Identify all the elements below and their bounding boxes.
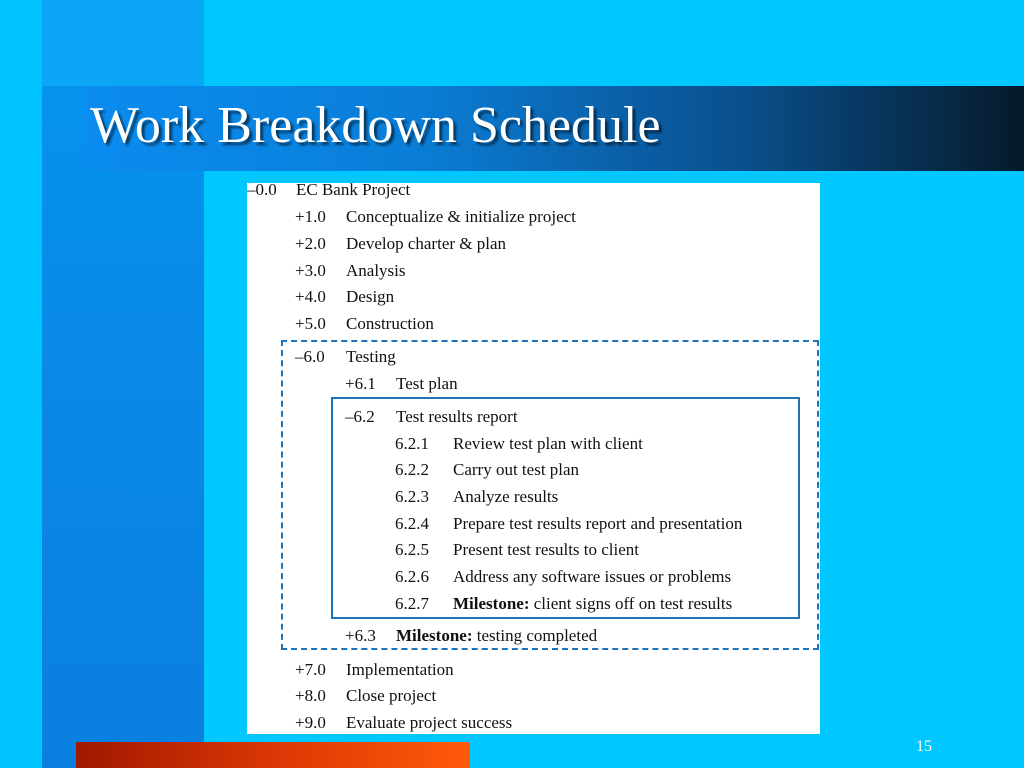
wbs-label: Construction bbox=[346, 314, 434, 333]
bottom-accent-bar bbox=[76, 742, 470, 768]
wbs-label: EC Bank Project bbox=[296, 180, 411, 199]
wbs-label: Review test plan with client bbox=[453, 434, 643, 453]
wbs-label: Testing bbox=[346, 347, 396, 366]
wbs-label: Implementation bbox=[346, 660, 454, 679]
wbs-label: Analyze results bbox=[453, 487, 559, 506]
wbs-label: Conceptualize & initialize project bbox=[346, 207, 576, 226]
wbs-code: +9.0 bbox=[295, 713, 326, 732]
wbs-code: 6.2.7 bbox=[395, 594, 429, 613]
wbs-code: –0.0 bbox=[247, 180, 277, 199]
wbs-label: Develop charter & plan bbox=[346, 234, 507, 253]
wbs-label: Analysis bbox=[346, 261, 406, 280]
wbs-code: +7.0 bbox=[295, 660, 326, 679]
wbs-label: Close project bbox=[346, 686, 437, 705]
testing-dashed-box-right-edge bbox=[817, 340, 819, 650]
wbs-code: 6.2.4 bbox=[395, 514, 429, 533]
decorative-column-top bbox=[42, 0, 204, 86]
wbs-label bbox=[396, 626, 597, 646]
wbs-code: +2.0 bbox=[295, 234, 326, 253]
wbs-label: Test results report bbox=[396, 407, 518, 426]
wbs-code: +6.1 bbox=[345, 374, 376, 393]
wbs-code: +3.0 bbox=[295, 261, 326, 280]
milestone-label: Milestone: bbox=[453, 594, 530, 613]
wbs-code: 6.2.2 bbox=[395, 460, 429, 479]
wbs-code: 6.2.6 bbox=[395, 567, 429, 586]
wbs-label: Carry out test plan bbox=[453, 460, 580, 479]
wbs-code: –6.0 bbox=[295, 347, 325, 366]
wbs-code: +4.0 bbox=[295, 287, 326, 306]
wbs-code: +5.0 bbox=[295, 314, 326, 333]
wbs-label bbox=[453, 594, 732, 614]
slide-title: Work Breakdown Schedule bbox=[90, 97, 661, 154]
wbs-label: Present test results to client bbox=[453, 540, 640, 559]
wbs-code: 6.2.3 bbox=[395, 487, 429, 506]
wbs-label: Design bbox=[346, 287, 395, 306]
wbs-code: –6.2 bbox=[345, 407, 375, 426]
wbs-panel bbox=[247, 180, 820, 734]
milestone-text: client signs off on test results bbox=[533, 594, 733, 613]
wbs-label: Address any software issues or problems bbox=[453, 567, 732, 586]
left-edge-stripe bbox=[0, 0, 42, 768]
wbs-code: +8.0 bbox=[295, 686, 326, 705]
wbs-label: Evaluate project success bbox=[346, 713, 513, 732]
wbs-label: Test plan bbox=[396, 374, 458, 393]
milestone-label: Milestone: bbox=[396, 626, 473, 645]
milestone-text: testing completed bbox=[476, 626, 598, 645]
wbs-code: +6.3 bbox=[345, 626, 376, 645]
wbs-code: +1.0 bbox=[295, 207, 326, 226]
wbs-code: 6.2.1 bbox=[395, 434, 429, 453]
wbs-label: Prepare test results report and presentation bbox=[453, 514, 743, 533]
wbs-code: 6.2.5 bbox=[395, 540, 429, 559]
slide-number: 15 bbox=[916, 738, 932, 755]
